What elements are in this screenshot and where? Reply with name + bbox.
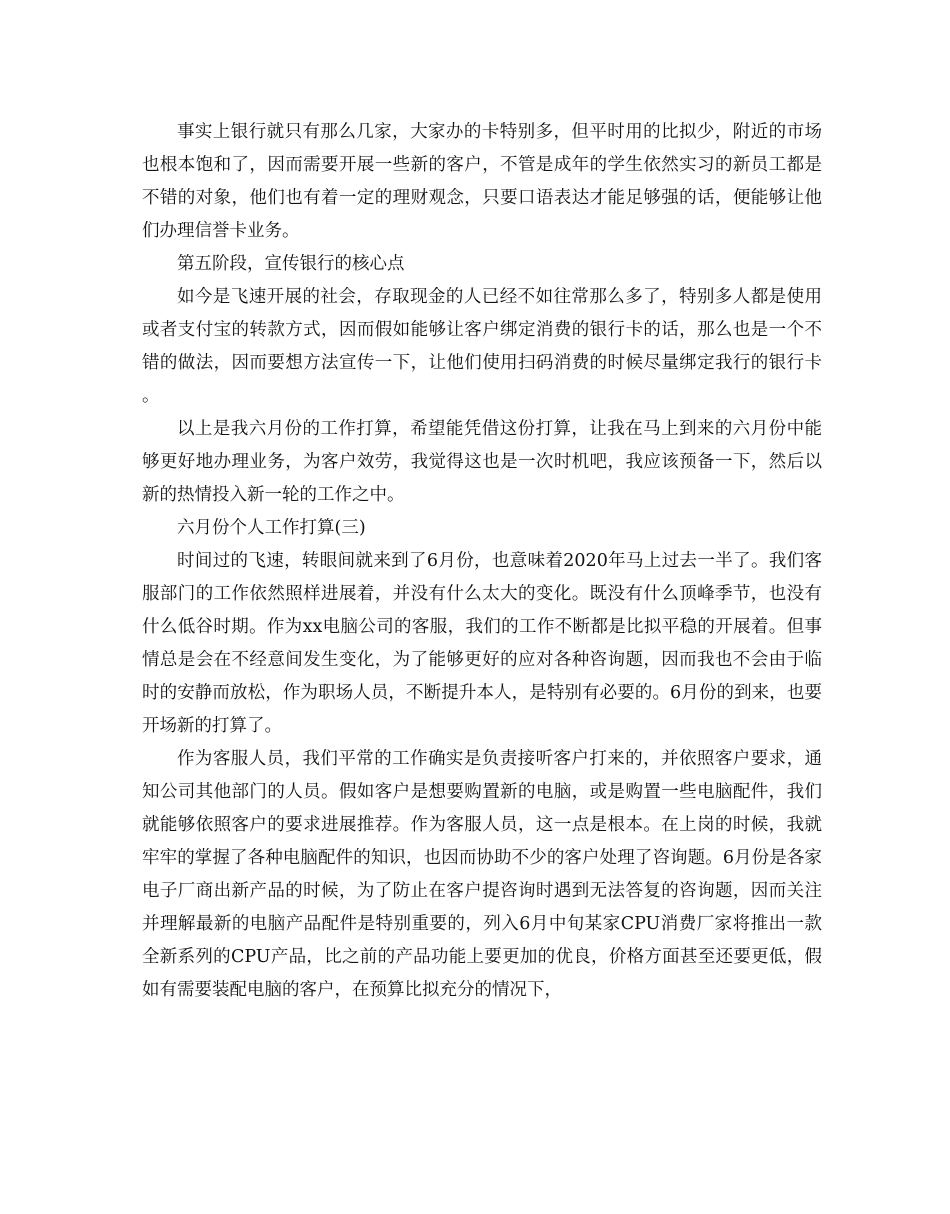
paragraph-5: 作为客服人员，我们平常的工作确实是负责接听客户打来的，并依照客户要求，通知公司其他部门的人员。假如客户是想要购置新的电脑，或是购置一些电脑配件，我们就能够依照客户的要求进展推荐。作为客服人员，这一点是根本。在上岗的时候，我就牢牢的掌握了各种电脑配件的知识，也因而协助不少的客户处理了咨询题。6月份是各家电子厂商出新产品的时候，为了防止在客户提咨询时遇到无法答复的咨询题，因而关注并理解最新的电脑产品配件是特别重要的，列入6月中旬某家CPU消费厂家将推出一款全新系列的CPU产品，比之前的产品功能上要更加的优良，价格方面甚至还要更低，假如有需要装配电脑的客户，在预算比拟充分的情况下， — [142, 749, 822, 1000]
paragraph-1: 事实上银行就只有那么几家，大家办的卡特别多，但平时用的比拟少，附近的市场也根本饱和了，因而需要开展一些新的客户，不管是成年的学生依然实习的新员工都是不错的对象，他们也有着一定的理财观念，只要口语表达才能足够强的话，便能够让他们办理信誉卡业务。 — [142, 122, 822, 241]
section-heading-stage-five: 第五阶段，宣传银行的核心点 — [177, 254, 405, 274]
document-body — [142, 116, 822, 1007]
paragraph-2: 如今是飞速开展的社会，存取现金的人已经不如往常那么多了，特别多人都是使用或者支付宝的转款方式，因而假如能够让客户绑定消费的银行卡的话，那么也是一个不错的做法，因而要想方法宣传一下，让他们使用扫码消费的时候尽量绑定我行的银行卡。 — [142, 287, 822, 406]
section-heading-plan-three: 六月份个人工作打算(三) — [177, 518, 366, 538]
paragraph-4: 时间过的飞速，转眼间就来到了6月份，也意味着2020年马上过去一半了。我们客服部门的工作依然照样进展着，并没有什么太大的变化。既没有什么顶峰季节，也没有什么低谷时期。作为xx电脑公司的客服，我们的工作不断都是比拟平稳的开展着。但事情总是会在不经意间发生变化，为了能够更好的应对各种咨询题，因而我也不会由于临时的安静而放松，作为职场人员，不断提升本人，是特别有必要的。6月份的到来，也要开场新的打算了。 — [142, 551, 822, 736]
paragraph-3: 以上是我六月份的工作打算，希望能凭借这份打算，让我在马上到来的六月份中能够更好地办理业务，为客户效劳，我觉得这也是一次时机吧，我应该预备一下，然后以新的热情投入新一轮的工作之中。 — [142, 419, 822, 505]
